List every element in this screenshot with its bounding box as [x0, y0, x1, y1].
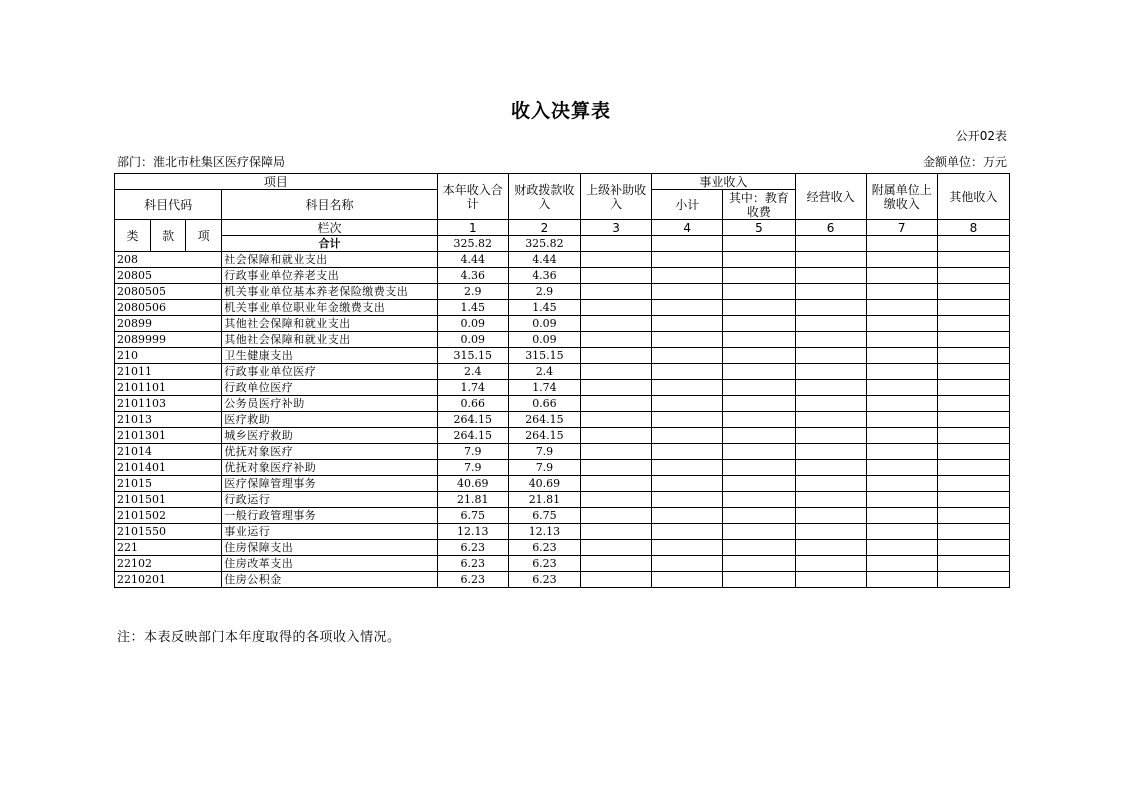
row-col3 [581, 348, 652, 364]
row-col3 [581, 380, 652, 396]
row-col2: 315.15 [508, 348, 580, 364]
row-col5 [723, 268, 795, 284]
row-col1: 6.75 [437, 508, 508, 524]
row-name: 社会保障和就业支出 [222, 252, 437, 268]
row-col8 [937, 348, 1009, 364]
row-col3 [581, 364, 652, 380]
row-col3 [581, 508, 652, 524]
row-col6 [795, 508, 866, 524]
row-col7 [866, 412, 937, 428]
table-row [115, 316, 1010, 332]
col-number-3: 3 [581, 220, 652, 236]
row-col5 [723, 284, 795, 300]
header-kuan: 款 [151, 220, 186, 252]
row-col3 [581, 524, 652, 540]
row-name: 住房改革支出 [222, 556, 437, 572]
row-col3 [581, 492, 652, 508]
row-name: 卫生健康支出 [222, 348, 437, 364]
amount-unit-label: 金额单位：万元 [922, 155, 1007, 169]
row-col2: 0.09 [508, 316, 580, 332]
row-col1: 1.74 [437, 380, 508, 396]
row-col5 [723, 412, 795, 428]
row-col3 [581, 332, 652, 348]
header-lanci: 栏次 [222, 220, 437, 236]
row-code: 22102 [115, 556, 222, 572]
header-col1: 本年收入合计 [437, 174, 508, 220]
row-col4 [652, 396, 723, 412]
row-code: 221 [115, 540, 222, 556]
row-col1: 1.45 [437, 300, 508, 316]
row-col3 [581, 556, 652, 572]
row-col3 [581, 396, 652, 412]
col-number-1: 1 [437, 220, 508, 236]
row-col5 [723, 556, 795, 572]
row-col6 [795, 492, 866, 508]
row-col7 [866, 396, 937, 412]
row-col1: 2.9 [437, 284, 508, 300]
row-col4 [652, 348, 723, 364]
row-code: 2089999 [115, 332, 222, 348]
department-label: 部门：淮北市杜集区医疗保障局 [117, 155, 286, 169]
row-col3 [581, 284, 652, 300]
row-col1: 264.15 [437, 428, 508, 444]
row-col1: 6.23 [437, 540, 508, 556]
row-col4 [652, 284, 723, 300]
row-col4 [652, 572, 723, 588]
row-code: 2101550 [115, 524, 222, 540]
row-col4 [652, 300, 723, 316]
total-label: 合计 [222, 236, 437, 252]
row-col4 [652, 332, 723, 348]
total-col7 [866, 236, 937, 252]
row-col3 [581, 268, 652, 284]
row-code: 2080505 [115, 284, 222, 300]
header-xiang: 项 [186, 220, 222, 252]
table-row [115, 380, 1010, 396]
row-code: 2101401 [115, 460, 222, 476]
row-col4 [652, 364, 723, 380]
row-col1: 7.9 [437, 460, 508, 476]
row-col2: 2.9 [508, 284, 580, 300]
row-col2: 0.09 [508, 332, 580, 348]
row-col4 [652, 444, 723, 460]
row-code: 21013 [115, 412, 222, 428]
row-col7 [866, 380, 937, 396]
row-col8 [937, 540, 1009, 556]
row-col6 [795, 268, 866, 284]
row-col8 [937, 460, 1009, 476]
row-code: 2080506 [115, 300, 222, 316]
row-code: 210 [115, 348, 222, 364]
header-col7: 附属单位上缴收入 [866, 174, 937, 220]
row-col3 [581, 460, 652, 476]
row-col8 [937, 316, 1009, 332]
row-name: 住房保障支出 [222, 540, 437, 556]
row-col7 [866, 268, 937, 284]
row-col5 [723, 316, 795, 332]
row-col1: 21.81 [437, 492, 508, 508]
header-col4: 小计 [652, 190, 723, 220]
row-col1: 4.44 [437, 252, 508, 268]
row-code: 208 [115, 252, 222, 268]
row-col8 [937, 524, 1009, 540]
row-name: 医疗救助 [222, 412, 437, 428]
row-col8 [937, 428, 1009, 444]
row-col5 [723, 364, 795, 380]
row-col6 [795, 380, 866, 396]
row-col7 [866, 524, 937, 540]
row-col2: 40.69 [508, 476, 580, 492]
header-col6: 经营收入 [795, 174, 866, 220]
row-col7 [866, 508, 937, 524]
row-col6 [795, 460, 866, 476]
col-number-7: 7 [866, 220, 937, 236]
header-lei: 类 [115, 220, 151, 252]
page-title: 收入决算表 [510, 100, 611, 122]
row-col5 [723, 492, 795, 508]
row-col2: 2.4 [508, 364, 580, 380]
row-col1: 6.23 [437, 556, 508, 572]
row-col2: 6.75 [508, 508, 580, 524]
table-row [115, 396, 1010, 412]
row-col4 [652, 524, 723, 540]
row-col3 [581, 300, 652, 316]
col-number-2: 2 [508, 220, 580, 236]
row-col7 [866, 284, 937, 300]
header-col2: 财政拨款收入 [508, 174, 580, 220]
table-note: 注：本表反映部门本年度取得的各项收入情况。 [117, 630, 401, 645]
row-col8 [937, 396, 1009, 412]
row-col7 [866, 540, 937, 556]
table-row [115, 508, 1010, 524]
row-col5 [723, 396, 795, 412]
row-col7 [866, 252, 937, 268]
table-row [115, 284, 1010, 300]
row-col8 [937, 332, 1009, 348]
table-row [115, 476, 1010, 492]
row-name: 公务员医疗补助 [222, 396, 437, 412]
table-row [115, 268, 1010, 284]
row-code: 20805 [115, 268, 222, 284]
table-row [115, 412, 1010, 428]
row-name: 机关事业单位基本养老保险缴费支出 [222, 284, 437, 300]
row-col7 [866, 348, 937, 364]
row-name: 住房公积金 [222, 572, 437, 588]
row-col5 [723, 252, 795, 268]
row-col2: 1.74 [508, 380, 580, 396]
row-col6 [795, 332, 866, 348]
row-name: 优抚对象医疗 [222, 444, 437, 460]
row-col8 [937, 300, 1009, 316]
table-row [115, 540, 1010, 556]
row-col4 [652, 508, 723, 524]
header-col3: 上级补助收入 [581, 174, 652, 220]
row-col1: 0.66 [437, 396, 508, 412]
row-name: 城乡医疗救助 [222, 428, 437, 444]
row-col1: 7.9 [437, 444, 508, 460]
row-col2: 21.81 [508, 492, 580, 508]
row-code: 20899 [115, 316, 222, 332]
row-col7 [866, 460, 937, 476]
header-name: 科目名称 [222, 190, 437, 220]
row-col5 [723, 380, 795, 396]
row-col3 [581, 540, 652, 556]
row-col2: 6.23 [508, 540, 580, 556]
row-col3 [581, 316, 652, 332]
row-name: 机关事业单位职业年金缴费支出 [222, 300, 437, 316]
row-col7 [866, 444, 937, 460]
row-col4 [652, 268, 723, 284]
row-col5 [723, 476, 795, 492]
row-col1: 40.69 [437, 476, 508, 492]
row-name: 其他社会保障和就业支出 [222, 316, 437, 332]
table-row [115, 492, 1010, 508]
row-col4 [652, 252, 723, 268]
row-col4 [652, 316, 723, 332]
row-col3 [581, 428, 652, 444]
row-col2: 7.9 [508, 444, 580, 460]
row-col7 [866, 428, 937, 444]
row-col4 [652, 460, 723, 476]
row-col6 [795, 396, 866, 412]
row-col1: 0.09 [437, 332, 508, 348]
row-col8 [937, 284, 1009, 300]
row-name: 一般行政管理事务 [222, 508, 437, 524]
row-col8 [937, 364, 1009, 380]
row-code: 21011 [115, 364, 222, 380]
row-col2: 1.45 [508, 300, 580, 316]
row-col5 [723, 332, 795, 348]
row-col1: 4.36 [437, 268, 508, 284]
col-number-6: 6 [795, 220, 866, 236]
row-col3 [581, 444, 652, 460]
row-col6 [795, 300, 866, 316]
row-col8 [937, 380, 1009, 396]
row-col2: 6.23 [508, 556, 580, 572]
row-col7 [866, 476, 937, 492]
row-code: 2101301 [115, 428, 222, 444]
row-name: 行政运行 [222, 492, 437, 508]
row-col4 [652, 412, 723, 428]
row-col5 [723, 572, 795, 588]
row-col8 [937, 476, 1009, 492]
row-code: 21014 [115, 444, 222, 460]
row-col2: 4.44 [508, 252, 580, 268]
row-col6 [795, 428, 866, 444]
header-col8: 其他收入 [937, 174, 1009, 220]
total-col6 [795, 236, 866, 252]
row-col2: 4.36 [508, 268, 580, 284]
row-col4 [652, 492, 723, 508]
row-col6 [795, 540, 866, 556]
row-name: 医疗保障管理事务 [222, 476, 437, 492]
row-col6 [795, 252, 866, 268]
row-col4 [652, 380, 723, 396]
table-row [115, 252, 1010, 268]
row-col6 [795, 316, 866, 332]
row-col6 [795, 348, 866, 364]
row-col6 [795, 364, 866, 380]
row-name: 行政事业单位医疗 [222, 364, 437, 380]
total-col2: 325.82 [508, 236, 580, 252]
total-col1: 325.82 [437, 236, 508, 252]
row-col3 [581, 412, 652, 428]
row-col1: 6.23 [437, 572, 508, 588]
row-col6 [795, 284, 866, 300]
row-col6 [795, 556, 866, 572]
table-row [115, 444, 1010, 460]
row-col8 [937, 492, 1009, 508]
row-code: 2101103 [115, 396, 222, 412]
row-col7 [866, 364, 937, 380]
row-code: 2101101 [115, 380, 222, 396]
row-col8 [937, 508, 1009, 524]
row-col5 [723, 348, 795, 364]
row-col7 [866, 332, 937, 348]
row-col7 [866, 572, 937, 588]
row-col6 [795, 572, 866, 588]
row-col6 [795, 476, 866, 492]
header-col5: 其中：教育收费 [723, 190, 795, 220]
row-col1: 315.15 [437, 348, 508, 364]
row-name: 行政事业单位养老支出 [222, 268, 437, 284]
row-col5 [723, 428, 795, 444]
row-code: 2101502 [115, 508, 222, 524]
row-col2: 12.13 [508, 524, 580, 540]
table-row [115, 428, 1010, 444]
row-col8 [937, 412, 1009, 428]
header-project: 项目 [115, 174, 438, 190]
table-row [115, 460, 1010, 476]
table-row [115, 364, 1010, 380]
table-row [115, 348, 1010, 364]
row-col3 [581, 252, 652, 268]
income-table [114, 173, 1010, 588]
row-col8 [937, 556, 1009, 572]
row-col5 [723, 300, 795, 316]
row-col7 [866, 492, 937, 508]
row-col2: 264.15 [508, 412, 580, 428]
form-number: 公开02表 [955, 129, 1007, 143]
row-col2: 264.15 [508, 428, 580, 444]
row-col7 [866, 556, 937, 572]
table-row [115, 332, 1010, 348]
table-row [115, 524, 1010, 540]
row-name: 事业运行 [222, 524, 437, 540]
row-col5 [723, 444, 795, 460]
row-col6 [795, 524, 866, 540]
table-row [115, 300, 1010, 316]
row-col3 [581, 476, 652, 492]
row-col4 [652, 540, 723, 556]
row-col1: 264.15 [437, 412, 508, 428]
row-col1: 0.09 [437, 316, 508, 332]
row-col6 [795, 444, 866, 460]
row-col2: 7.9 [508, 460, 580, 476]
row-col6 [795, 412, 866, 428]
row-col8 [937, 572, 1009, 588]
row-col2: 6.23 [508, 572, 580, 588]
total-col3 [581, 236, 652, 252]
row-col1: 2.4 [437, 364, 508, 380]
row-col7 [866, 316, 937, 332]
row-col5 [723, 540, 795, 556]
row-code: 2101501 [115, 492, 222, 508]
row-code: 2210201 [115, 572, 222, 588]
total-col5 [723, 236, 795, 252]
table-row [115, 572, 1010, 588]
row-col5 [723, 524, 795, 540]
col-number-8: 8 [937, 220, 1009, 236]
row-col4 [652, 476, 723, 492]
col-number-5: 5 [723, 220, 795, 236]
row-col4 [652, 428, 723, 444]
row-col7 [866, 300, 937, 316]
row-name: 行政单位医疗 [222, 380, 437, 396]
row-col3 [581, 572, 652, 588]
header-code: 科目代码 [115, 190, 222, 220]
row-name: 其他社会保障和就业支出 [222, 332, 437, 348]
col-number-4: 4 [652, 220, 723, 236]
row-col8 [937, 444, 1009, 460]
row-col4 [652, 556, 723, 572]
row-col5 [723, 460, 795, 476]
row-code: 21015 [115, 476, 222, 492]
total-col8 [937, 236, 1009, 252]
table-row [115, 556, 1010, 572]
row-col5 [723, 508, 795, 524]
total-col4 [652, 236, 723, 252]
row-name: 优抚对象医疗补助 [222, 460, 437, 476]
row-col1: 12.13 [437, 524, 508, 540]
row-col8 [937, 268, 1009, 284]
header-shiye: 事业收入 [652, 174, 795, 190]
row-col8 [937, 252, 1009, 268]
row-col2: 0.66 [508, 396, 580, 412]
total-row [115, 236, 1010, 252]
